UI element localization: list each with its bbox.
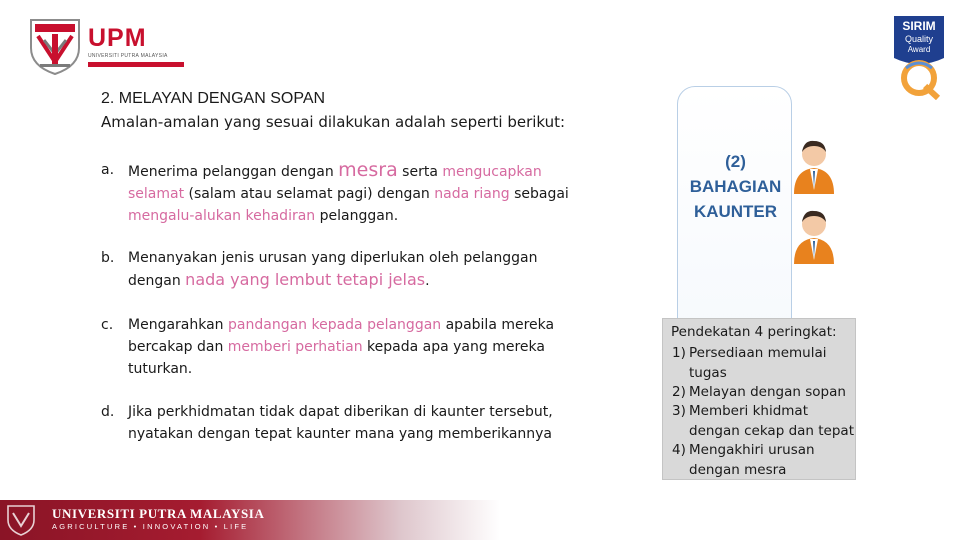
item-body: Mengarahkan pandangan kepada pelanggan apabila mereka bercakap dan memberi perhatian kepada apa yang mereka tuturkan. xyxy=(128,317,555,377)
item-body: Jika perkhidmatan tidak dapat diberikan di kaunter tersebut, nyatakan dengan tepat kaunter mana yang memberikannya xyxy=(128,404,553,442)
staff-person-icon xyxy=(792,138,836,196)
highlight-attention: memberi perhatian xyxy=(227,339,363,355)
badge-line1: SIRIM xyxy=(902,19,936,33)
upm-wordmark: UPM xyxy=(88,24,147,52)
badge-line3: Award xyxy=(907,45,931,54)
highlight-welcome: mengalu-alukan kehadiran xyxy=(128,208,316,224)
intro-text: Amalan-amalan yang sesuai dilakukan adalah seperti berikut: xyxy=(101,113,566,131)
list-item-c xyxy=(101,314,571,380)
highlight-greeting: mengucapkan selamat xyxy=(128,164,542,202)
stage-item: 2) Melayan dengan sopan xyxy=(672,384,846,400)
stages-box xyxy=(662,318,856,480)
item-marker: d. xyxy=(101,404,115,420)
list-item-b xyxy=(101,247,571,292)
upm-bar xyxy=(88,62,184,67)
footer-tagline: AGRICULTURE • INNOVATION • LIFE xyxy=(52,522,249,531)
highlight-soft-tone: nada yang lembut tetapi jelas xyxy=(185,270,426,289)
list-item-d xyxy=(101,401,571,445)
staff-person-icon xyxy=(792,208,836,266)
item-body: Menanyakan jenis urusan yang diperlukan oleh pelanggan dengan nada yang lembut tetapi jelas. xyxy=(128,250,538,289)
highlight-tone: nada riang xyxy=(434,186,510,202)
item-body: Menerima pelanggan dengan mesra serta mengucapkan selamat (salam atau selamat pagi) dengan nada riang sebagai mengalu-alukan kehadiran pelanggan. xyxy=(128,159,569,224)
item-marker: c. xyxy=(101,317,114,333)
upm-subtitle: UNIVERSITI PUTRA MALAYSIA xyxy=(88,53,168,59)
item-marker: b. xyxy=(101,250,115,266)
counter-title: (2) BAHAGIAN KAUNTER xyxy=(689,152,782,221)
section-title: 2. MELAYAN DENGAN SOPAN xyxy=(101,90,326,107)
counter-panel xyxy=(677,86,792,336)
stages-title: Pendekatan 4 peringkat: xyxy=(671,324,837,340)
highlight-gaze: pandangan kepada pelanggan xyxy=(228,317,442,333)
upm-crest-icon xyxy=(28,18,82,76)
upm-logo xyxy=(28,18,168,78)
stage-item: 3) Memberi khidmat dengan cekap dan tepat xyxy=(672,403,854,439)
footer-crest-icon xyxy=(6,504,36,536)
highlight-mesra: mesra xyxy=(338,159,398,181)
stage-item: 4) Mengakhiri urusan dengan mesra xyxy=(672,442,815,478)
footer-banner xyxy=(0,500,500,540)
sirim-quality-award-badge xyxy=(892,14,946,100)
item-marker: a. xyxy=(101,162,115,178)
badge-line2: Quality xyxy=(904,34,934,44)
list-item-a xyxy=(101,159,571,227)
stage-item: 1) Persediaan memulai tugas xyxy=(672,345,827,381)
footer-university-name: UNIVERSITI PUTRA MALAYSIA xyxy=(52,506,265,521)
